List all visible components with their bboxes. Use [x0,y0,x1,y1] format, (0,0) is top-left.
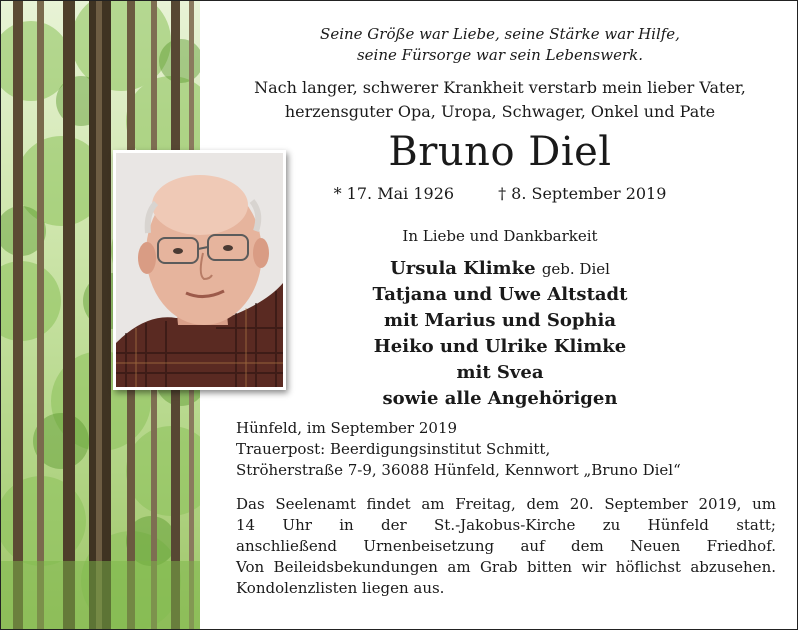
quote-line-1: Seine Größe war Liebe, seine Stärke war Hilfe, [320,25,680,43]
place-date: Hünfeld, im September 2019 [236,419,458,437]
service-line-5: Kondolenzlisten liegen aus. [236,579,445,597]
intro-line-2: herzensguter Opa, Uropa, Schwager, Onkel und Pate [284,102,716,121]
mourner-line-4: Heiko und Ulrike Klimke [373,336,627,357]
deceased-name: Bruno Diel [388,129,612,175]
thanks-line: In Liebe und Dankbarkeit [402,227,598,245]
mourner-line-1 [205,256,795,282]
service-line-4: Von Beileidsbekundungen am Grab bitten wir höflichst abzusehen. [236,558,776,576]
mail-line-2: Ströherstraße 7-9, 36088 Hünfeld, Kennwort „Bruno Diel“ [236,461,681,479]
service-info [236,494,776,599]
service-line-3: anschließend Urnenbeisetzung auf dem Neuen Friedhof. [236,537,776,555]
place-and-mail [236,418,776,481]
mourners-list [205,256,795,412]
announcement-intro [205,76,795,124]
mourner-line-5: mit Svea [456,362,544,383]
mourner-1-suffix: geb. Diel [541,260,610,278]
death-date: † 8. September 2019 [498,184,667,203]
life-dates [205,183,795,205]
birth-date: * 17. Mai 1926 [333,184,455,203]
mourner-line-3: mit Marius und Sophia [383,310,617,331]
service-line-2: 14 Uhr in der St.-Jakobus-Kirche zu Hünfeld statt; [236,516,776,534]
memorial-quote [205,24,795,66]
quote-line-2: seine Fürsorge war sein Lebenswerk. [356,46,643,64]
mourner-line-6: sowie alle Angehörigen [382,388,618,409]
intro-line-1: Nach langer, schwerer Krankheit verstarb mein lieber Vater, [254,78,746,97]
mourner-1-name: Ursula Klimke [390,258,536,279]
service-line-1: Das Seelenamt findet am Freitag, dem 20. September 2019, um [236,495,776,513]
mourner-line-2: Tatjana und Uwe Altstadt [372,284,628,305]
mail-line-1: Trauerpost: Beerdigungsinstitut Schmitt, [236,440,551,458]
